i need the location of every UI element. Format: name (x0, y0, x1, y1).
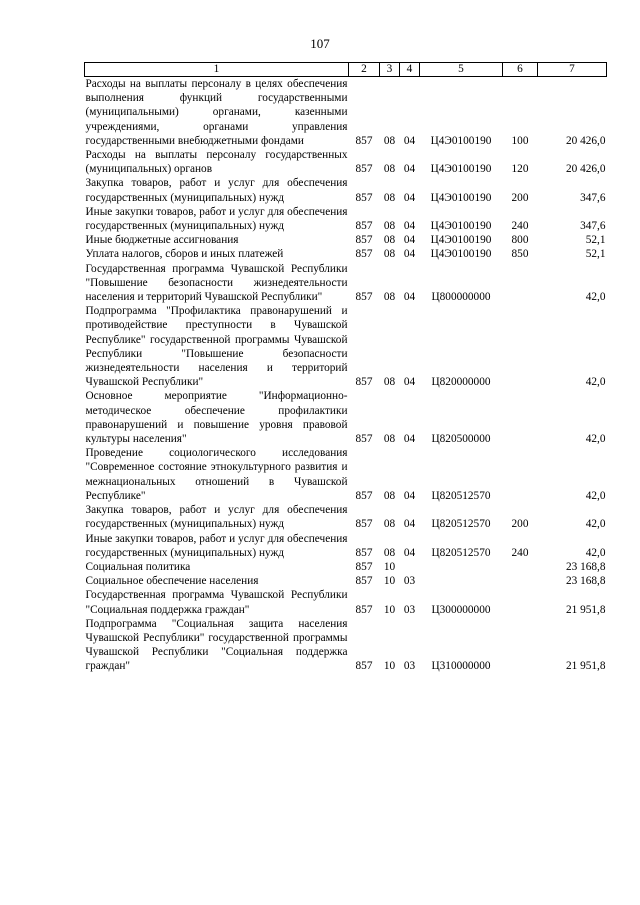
cell-target: Ц4Э0100190 (430, 234, 492, 247)
table-row (85, 503, 607, 531)
cell-section: 08 (383, 220, 396, 233)
cell-subsection: 04 (403, 518, 416, 531)
cell-section: 08 (383, 376, 396, 389)
cell-expense-type (503, 446, 538, 503)
cell-target: Ц820500000 (431, 433, 491, 446)
cell-target: Ц4Э0100190 (430, 220, 492, 233)
cell-amount: 347,6 (580, 220, 606, 233)
cell-subsection: 04 (403, 489, 416, 502)
cell-expense-type: 200 (511, 518, 529, 531)
table-row (85, 617, 607, 674)
table-row (85, 77, 607, 149)
cell-name: Государственная программа Чувашской Республики "Социальная поддержка граждан" (85, 589, 348, 616)
cell-amount: 52,1 (585, 234, 606, 247)
column-header-ministry: 2 (349, 63, 380, 77)
cell-amount: 23 168,8 (565, 560, 606, 573)
cell-expense-type: 200 (511, 191, 529, 204)
cell-target: Ц4Э0100190 (430, 191, 492, 204)
cell-target (420, 560, 503, 574)
cell-subsection: 04 (403, 163, 416, 176)
budget-table (84, 62, 607, 674)
cell-ministry: 857 (355, 575, 373, 588)
cell-subsection: 04 (403, 191, 416, 204)
cell-ministry: 857 (355, 220, 373, 233)
cell-expense-type (503, 617, 538, 674)
cell-name: Социальное обеспечение населения (85, 575, 259, 588)
cell-section: 08 (383, 234, 396, 247)
cell-subsection: 04 (403, 234, 416, 247)
cell-subsection: 04 (403, 134, 416, 147)
cell-target: Ц820512570 (431, 489, 491, 502)
table-row (85, 176, 607, 204)
cell-target: Ц820512570 (431, 546, 491, 559)
cell-ministry: 857 (355, 291, 373, 304)
column-header-subsection: 4 (400, 63, 420, 77)
cell-target: Ц300000000 (431, 603, 491, 616)
cell-expense-type (503, 304, 538, 389)
cell-target: Ц820000000 (431, 376, 491, 389)
cell-expense-type (503, 560, 538, 574)
cell-section: 10 (383, 575, 396, 588)
cell-name: Иные закупки товаров, работ и услуг для обеспечения государственных (муниципальных) нужд (85, 532, 348, 559)
cell-section: 10 (383, 560, 396, 573)
cell-amount: 20 426,0 (565, 134, 606, 147)
cell-expense-type: 100 (511, 134, 529, 147)
table-row (85, 247, 607, 261)
cell-expense-type: 850 (511, 248, 529, 261)
column-header-target: 5 (420, 63, 503, 77)
cell-target: Ц310000000 (431, 660, 491, 673)
cell-amount: 347,6 (580, 191, 606, 204)
cell-section: 08 (383, 433, 396, 446)
cell-subsection: 03 (403, 603, 416, 616)
cell-subsection: 04 (403, 546, 416, 559)
cell-amount: 20 426,0 (565, 163, 606, 176)
cell-amount: 21 951,8 (565, 660, 606, 673)
cell-name: Расходы на выплаты персоналу государственных (муниципальных) органов (85, 149, 348, 176)
cell-ministry: 857 (355, 234, 373, 247)
table-row (85, 304, 607, 389)
table-row (85, 588, 607, 616)
cell-ministry: 857 (355, 660, 373, 673)
cell-section: 10 (383, 603, 396, 616)
cell-name: Иные закупки товаров, работ и услуг для обеспечения государственных (муниципальных) нужд (85, 205, 348, 233)
cell-target: Ц4Э0100190 (430, 134, 492, 147)
cell-name: Уплата налогов, сборов и иных платежей (85, 248, 284, 261)
column-header-expense-type: 6 (503, 63, 538, 77)
cell-amount: 42,0 (585, 433, 606, 446)
cell-ministry: 857 (355, 546, 373, 559)
table-row (85, 560, 607, 574)
table-body (85, 77, 607, 674)
cell-expense-type (503, 389, 538, 446)
cell-name: Социальная политика (85, 560, 191, 573)
table-row (85, 574, 607, 588)
cell-amount: 42,0 (585, 376, 606, 389)
cell-ministry: 857 (355, 134, 373, 147)
cell-target: Ц4Э0100190 (430, 248, 492, 261)
cell-target: Ц800000000 (431, 291, 491, 304)
cell-ministry: 857 (355, 518, 373, 531)
cell-name: Подпрограмма "Социальная защита населения Чувашской Республики" государственной программы Чувашской Республики "Социальная поддержка граждан" (85, 617, 348, 673)
cell-subsection: 04 (403, 248, 416, 261)
cell-ministry: 857 (355, 560, 373, 573)
page-number: 107 (310, 36, 330, 51)
cell-amount: 52,1 (585, 248, 606, 261)
cell-section: 08 (383, 248, 396, 261)
cell-amount: 42,0 (585, 546, 606, 559)
cell-amount: 23 168,8 (565, 575, 606, 588)
cell-subsection: 04 (403, 220, 416, 233)
cell-name: Расходы на выплаты персоналу в целях обеспечения выполнения функций государственными (муниципальными) органами, казенными учреждениями, органами управления государственными внебюджетными фондами (85, 78, 348, 147)
cell-amount: 42,0 (585, 489, 606, 502)
cell-target: Ц820512570 (431, 518, 491, 531)
cell-name: Закупка товаров, работ и услуг для обеспечения государственных (муниципальных) нужд (85, 177, 348, 204)
cell-ministry: 857 (355, 163, 373, 176)
cell-section: 08 (383, 163, 396, 176)
column-header-name: 1 (85, 63, 349, 77)
cell-ministry: 857 (355, 433, 373, 446)
cell-section: 08 (383, 518, 396, 531)
cell-expense-type: 240 (511, 220, 529, 233)
cell-section: 08 (383, 489, 396, 502)
cell-section: 08 (383, 546, 396, 559)
table-row (85, 532, 607, 560)
cell-amount: 21 951,8 (565, 603, 606, 616)
cell-target: Ц4Э0100190 (430, 163, 492, 176)
cell-section: 08 (383, 134, 396, 147)
cell-subsection: 04 (403, 376, 416, 389)
cell-name: Проведение социологического исследования "Современное состояние этнокультурного развития и межнациональных отношений в Чувашской Республике" (85, 447, 348, 502)
cell-subsection: 03 (403, 575, 416, 588)
cell-subsection: 04 (403, 433, 416, 446)
cell-target (420, 574, 503, 588)
table-row (85, 389, 607, 446)
cell-amount: 42,0 (585, 518, 606, 531)
table-row (85, 205, 607, 233)
cell-subsection: 03 (403, 660, 416, 673)
cell-name: Подпрограмма "Профилактика правонарушений и противодействие преступности в Чувашской Республике" государственной программы Чувашской Республики "Повышение безопасности жизнедеятельности населения и территорий Чувашской Республики" (85, 305, 348, 389)
table-row (85, 148, 607, 176)
cell-subsection: 04 (403, 291, 416, 304)
cell-name: Основное мероприятие "Информационно-методическое обеспечение профилактики правонарушений и повышение уровня правовой культуры населения" (85, 390, 348, 446)
column-header-section: 3 (380, 63, 400, 77)
cell-subsection (400, 560, 420, 574)
cell-amount: 42,0 (585, 291, 606, 304)
cell-expense-type: 800 (511, 234, 529, 247)
cell-ministry: 857 (355, 489, 373, 502)
cell-ministry: 857 (355, 376, 373, 389)
cell-expense-type: 120 (511, 163, 529, 176)
table-row (85, 446, 607, 503)
cell-expense-type (503, 262, 538, 305)
cell-name: Закупка товаров, работ и услуг для обеспечения государственных (муниципальных) нужд (85, 504, 348, 531)
cell-ministry: 857 (355, 248, 373, 261)
table-row (85, 233, 607, 247)
cell-expense-type: 240 (511, 546, 529, 559)
cell-name: Государственная программа Чувашской Республики "Повышение безопасности жизнедеятельности населения и территорий Чувашской Республики" (85, 262, 348, 304)
cell-section: 08 (383, 191, 396, 204)
cell-expense-type (503, 574, 538, 588)
cell-name: Иные бюджетные ассигнования (85, 234, 239, 247)
cell-expense-type (503, 588, 538, 616)
header-row (85, 63, 607, 77)
cell-section: 10 (383, 660, 396, 673)
cell-section: 08 (383, 291, 396, 304)
table-row (85, 262, 607, 305)
column-header-amount: 7 (538, 63, 607, 77)
cell-ministry: 857 (355, 191, 373, 204)
cell-ministry: 857 (355, 603, 373, 616)
